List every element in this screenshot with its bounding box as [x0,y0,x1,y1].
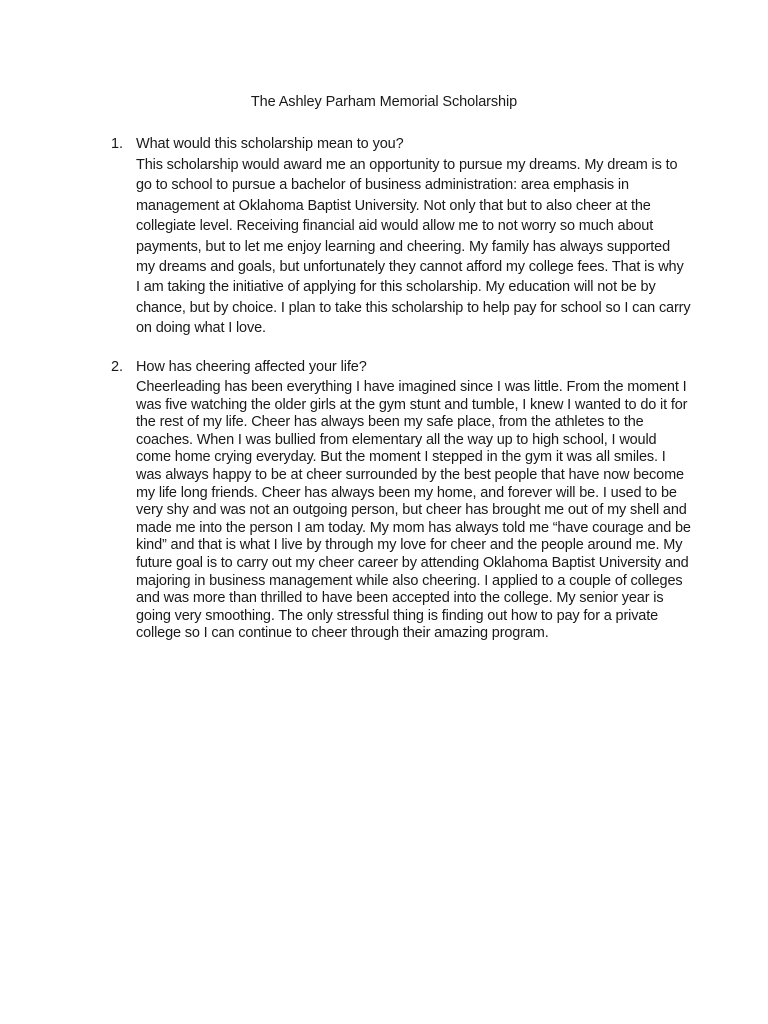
question-block-1 [111,135,711,339]
question-number-1: 1. [111,136,123,152]
question-heading-1 [111,135,711,153]
answer-text-1: This scholarship would award me an opportunity to pursue my dreams. My dream is to go to school to pursue a bachelor of business administration: area emphasis in management at Oklahoma Baptist University. Not only that but to also cheer at the collegiate level. Receiving financial aid would allow me to not worry so much about payments, but to let me enjoy learning and cheering. My family has always supported my dreams and goals, but unfortunately they cannot afford my college fees. That is why I am taking the initiative of applying for this scholarship. My education will not be by chance, but by choice. I plan to take this scholarship to help pay for school so I can carry on doing what I love. [136,157,691,337]
answer-text-2: Cheerleading has been everything I have imagined since I was little. From the moment I was five watching the older girls at the gym stunt and tumble, I knew I wanted to do it for the rest of my life. Cheer has always been my safe place, from the athletes to the coaches. When I was bullied from elementary all the way up to high school, I would come home crying everyday. But the moment I stepped in the gym it was all smiles. I was always happy to be at cheer surrounded by the best people that have now become my life long friends. Cheer has always been my home, and forever will be. I used to be very shy and was not an outgoing person, but cheer has brought me out of my shell and made me into the person I am today. My mom has always told me “have courage and be kind” and that is what I live by through my love for cheer and the people around me. My future goal is to carry out my cheer career by attending Oklahoma Baptist University and majoring in business management while also cheering. I applied to a couple of colleges and was more than thrilled to have been accepted into the college. My senior year is going very smoothing. The only stressful thing is finding out how to pay for a private college so I can continue to cheer through their amazing program. [136,379,691,642]
question-text-2: How has cheering affected your life? [136,359,367,375]
question-text-1: What would this scholarship mean to you? [136,136,404,152]
document-title: The Ashley Parham Memorial Scholarship [250,94,518,110]
question-number-2: 2. [111,359,123,375]
question-block-2 [111,358,711,643]
question-heading-2 [111,358,711,376]
